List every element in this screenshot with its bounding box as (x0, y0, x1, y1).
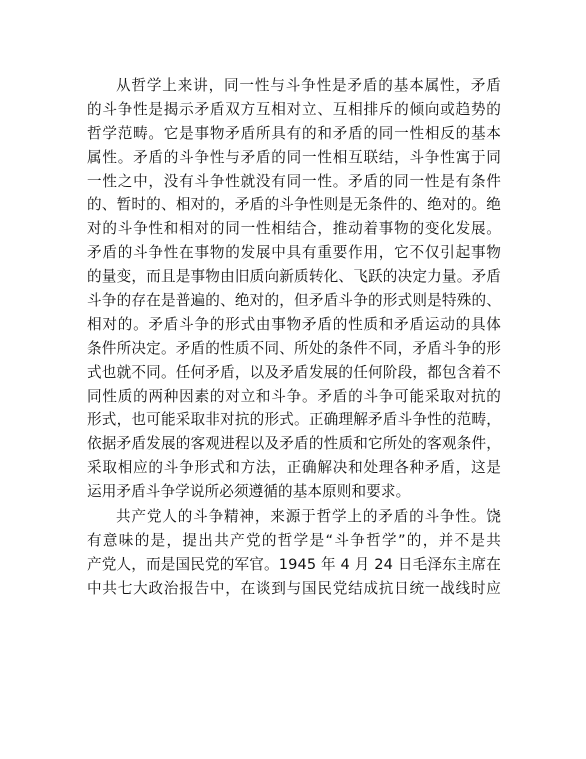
paragraph-2 (87, 505, 501, 601)
paragraph-1 (87, 74, 501, 504)
text-line: 产党人，而是国民党的军官。1945 年 4 月 24 日毛泽东主席在 (87, 555, 501, 573)
text-line: 斗争的存在是普遍的、绝对的，但矛盾斗争的形式则是特殊的、 (87, 292, 501, 310)
text-line: 从哲学上来讲，同一性与斗争性是矛盾的基本属性，矛盾 (116, 77, 501, 94)
text-line: 中共七大政治报告中，在谈到与国民党结成抗日统一战线时应 (87, 579, 501, 597)
text-line: 对的斗争性和相对的同一性相结合，推动着事物的变化发展。 (87, 220, 501, 238)
text-line: 一性之中，没有斗争性就没有同一性。矛盾的同一性是有条件 (87, 172, 501, 190)
text-line: 式也就不同。任何矛盾，以及矛盾发展的任何阶段，都包含着不 (87, 363, 501, 381)
text-line: 条件所决定。矛盾的性质不同、所处的条件不同，矛盾斗争的形 (87, 339, 501, 357)
text-line: 的量变，而且是事物由旧质向新质转化、飞跃的决定力量。矛盾 (87, 268, 501, 286)
text-line: 哲学范畴。它是事物矛盾所具有的和矛盾的同一性相反的基本 (87, 124, 501, 142)
text-line: 运用矛盾斗争学说所必须遵循的基本原则和要求。 (87, 483, 411, 501)
text-line: 依据矛盾发展的客观进程以及矛盾的性质和它所处的客观条件， (87, 435, 501, 453)
text-line: 矛盾的斗争性在事物的发展中具有重要作用，它不仅引起事物 (87, 244, 501, 262)
text-line: 相对的。矛盾斗争的形式由事物矛盾的性质和矛盾运动的具体 (87, 315, 501, 333)
text-line: 有意味的是，提出共产党的哲学是“斗争哲学”的，并不是共 (87, 531, 501, 549)
text-line: 的、暂时的、相对的，矛盾的斗争性则是无条件的、绝对的。绝 (87, 196, 501, 214)
text-line: 的斗争性是揭示矛盾双方互相对立、互相排斥的倾向或趋势的 (87, 100, 501, 118)
text-line: 同性质的两种因素的对立和斗争。矛盾的斗争可能采取对抗的 (87, 387, 501, 405)
text-line: 形式，也可能采取非对抗的形式。正确理解矛盾斗争性的范畴， (87, 411, 501, 429)
text-line: 共产党人的斗争精神，来源于哲学上的矛盾的斗争性。饶 (116, 508, 501, 526)
text-line: 采取相应的斗争形式和方法，正确解决和处理各种矛盾，这是 (87, 459, 501, 477)
text-line: 属性。矛盾的斗争性与矛盾的同一性相互联结，斗争性寓于同 (87, 148, 501, 166)
document-body (87, 74, 501, 601)
